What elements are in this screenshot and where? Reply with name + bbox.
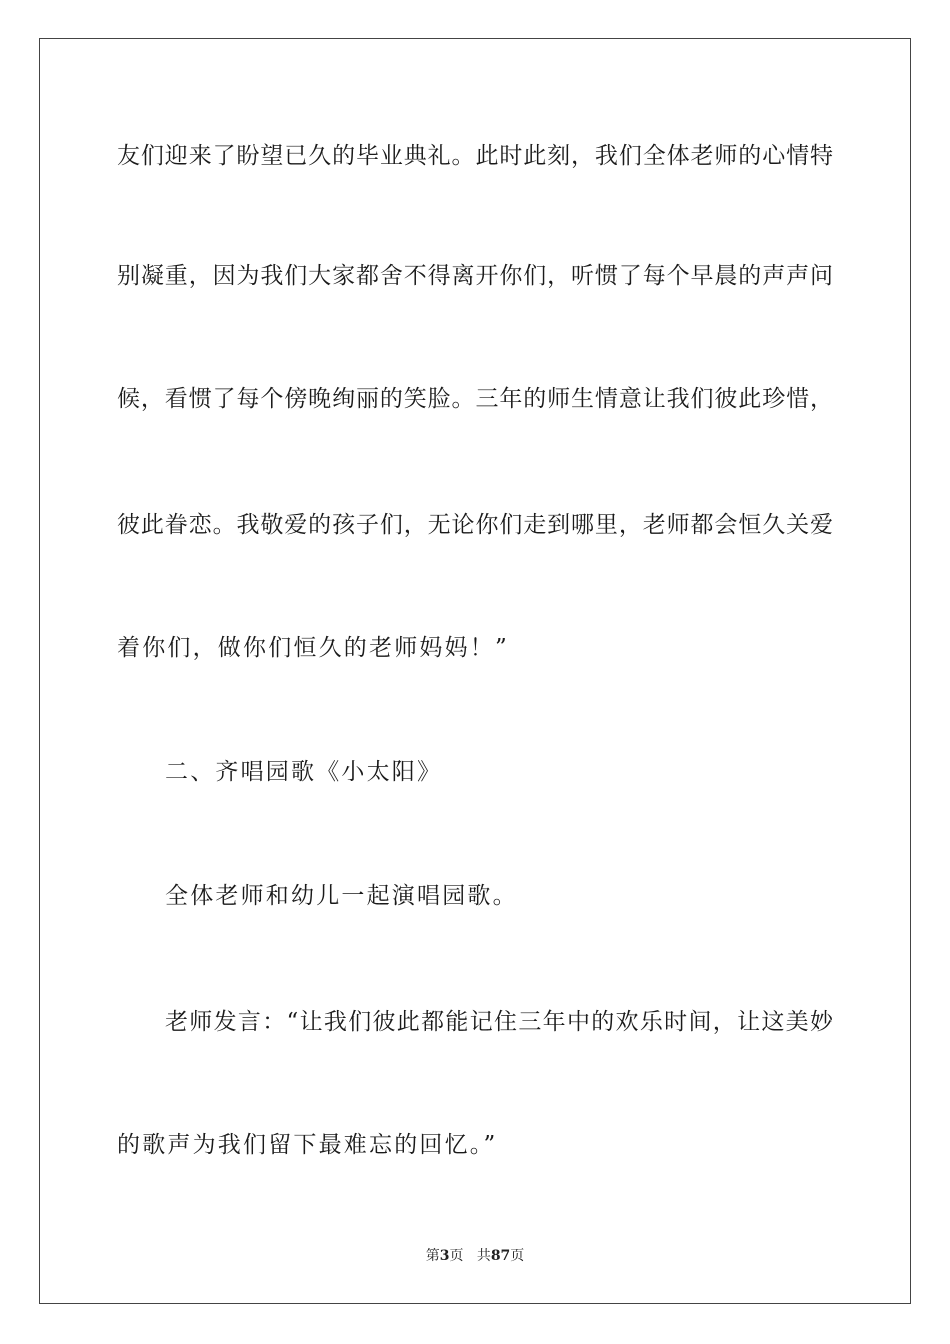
paragraph-line-6: 全体老师和幼儿一起演唱园歌。 [165, 883, 518, 909]
footer-total-pages: 87 [490, 1248, 511, 1264]
paragraph-line-2: 别凝重，因为我们大家都舍不得离开你们，听惯了每个早晨的声声问 [117, 263, 833, 289]
paragraph-line-4: 彼此眷恋。我敬爱的孩子们，无论你们走到哪里，老师都会恒久关爱 [117, 512, 833, 538]
page-frame [39, 38, 911, 1304]
paragraph-line-1: 友们迎来了盼望已久的毕业典礼。此时此刻，我们全体老师的心情特 [117, 143, 833, 169]
footer-total-suffix: 页 [510, 1248, 525, 1264]
paragraph-line-3: 候，看惯了每个傍晚绚丽的笑脸。三年的师生情意让我们彼此珍惜， [117, 386, 833, 412]
paragraph-line-8: 的歌声为我们留下最难忘的回忆。” [117, 1132, 498, 1158]
footer-page-number: 3 [439, 1248, 450, 1264]
page-footer [0, 1247, 950, 1265]
section-heading: 二、齐唱园歌《小太阳》 [165, 759, 443, 785]
footer-prefix: 第 [425, 1248, 440, 1264]
paragraph-line-7: 老师发言：“让我们彼此都能记住三年中的欢乐时间，让这美妙 [165, 1009, 833, 1035]
paragraph-line-5: 着你们，做你们恒久的老师妈妈！” [117, 635, 509, 661]
footer-page-suffix: 页 [449, 1248, 464, 1264]
footer-total-prefix: 共 [476, 1248, 491, 1264]
